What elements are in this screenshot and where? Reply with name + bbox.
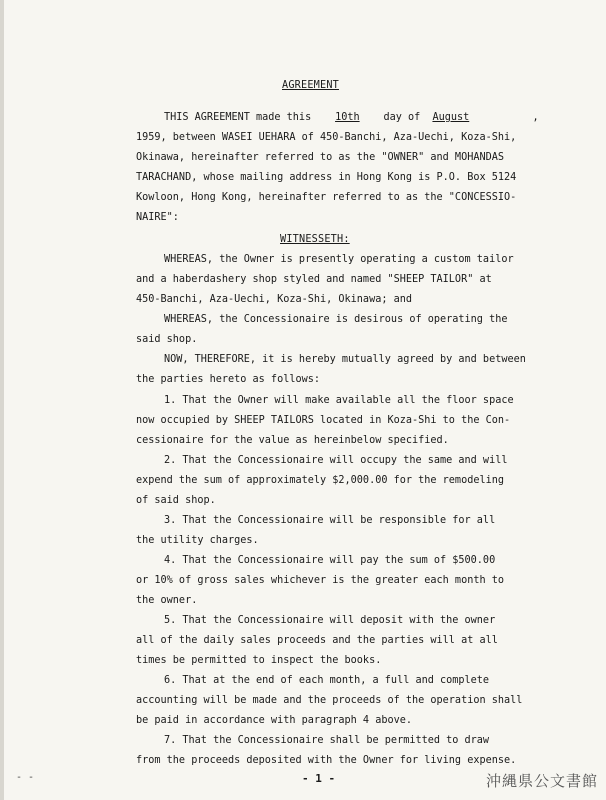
intro-day: 10th [335, 112, 360, 123]
clause-1-line-1: 1. That the Owner will make available all the floor space [164, 395, 514, 406]
recital-line-5: said shop. [136, 334, 198, 345]
clause-2-line-3: of said shop. [136, 495, 216, 506]
clause-5-line-2: all of the daily sales proceeds and the parties will at all [136, 635, 498, 646]
clause-2-line-2: expend the sum of approximately $2,000.00 for the remodeling [136, 475, 505, 486]
clause-7-line-1: 7. That the Concessionaire shall be permitted to draw [164, 735, 490, 746]
clause-6-line-1: 6. That at the end of each month, a full and complete [164, 675, 490, 686]
intro-prefix: THIS AGREEMENT made this [164, 112, 312, 123]
recital-line-6: NOW, THEREFORE, it is hereby mutually agreed by and between [164, 354, 526, 365]
clause-7-line-2: from the proceeds deposited with the Owner for living expense. [136, 755, 517, 766]
document-title: AGREEMENT [282, 80, 340, 91]
margin-mark: - - [16, 772, 35, 783]
clause-3-line-2: the utility charges. [136, 535, 259, 546]
clause-5-line-1: 5. That the Concessionaire will deposit with the owner [164, 615, 496, 626]
page-number: - 1 - [302, 772, 336, 785]
clause-5-line-3: times be permitted to inspect the books. [136, 655, 382, 666]
recital-line-7: the parties hereto as follows: [136, 374, 321, 385]
intro-line-6: NAIRE": [136, 212, 179, 223]
recital-line-4: WHEREAS, the Concessionaire is desirous of operating the [164, 314, 508, 325]
intro-month: August [432, 112, 470, 123]
clause-4-line-1: 4. That the Concessionaire will pay the sum of $500.00 [164, 555, 496, 566]
clause-4-line-2: or 10% of gross sales whichever is the greater each month to [136, 575, 505, 586]
intro-line-5: Kowloon, Hong Kong, hereinafter referred to as the "CONCESSIO- [136, 192, 517, 203]
clause-6-line-3: be paid in accordance with paragraph 4 above. [136, 715, 413, 726]
intro-line-2: 1959, between WASEI UEHARA of 450-Banchi, Aza-Uechi, Koza-Shi, [136, 132, 517, 143]
intro-mid: day of [383, 112, 421, 123]
clause-2-line-1: 2. That the Concessionaire will occupy the same and will [164, 455, 508, 466]
page-edge [0, 0, 4, 800]
recital-line-3: 450-Banchi, Aza-Uechi, Koza-Shi, Okinawa; and [136, 294, 413, 305]
recital-line-1: WHEREAS, the Owner is presently operating a custom tailor [164, 254, 514, 265]
archive-stamp: 沖縄県公文書館 [485, 772, 598, 790]
clause-1-line-3: cessionaire for the value as hereinbelow specified. [136, 435, 449, 446]
clause-1-line-2: now occupied by SHEEP TAILORS located in Koza-Shi to the Con- [136, 415, 511, 426]
clause-3-line-1: 3. That the Concessionaire will be responsible for all [164, 515, 496, 526]
intro-line-3: Okinawa, hereinafter referred to as the "OWNER" and MOHANDAS [136, 152, 505, 163]
intro-line-4: TARACHAND, whose mailing address in Hong Kong is P.O. Box 5124 [136, 172, 517, 183]
recital-line-2: and a haberdashery shop styled and named "SHEEP TAILOR" at [136, 274, 492, 285]
clause-4-line-3: the owner. [136, 595, 198, 606]
witnesseth-heading: WITNESSETH: [280, 234, 350, 245]
intro-line-1 [164, 112, 539, 123]
clause-6-line-2: accounting will be made and the proceeds of the operation shall [136, 695, 523, 706]
intro-comma: , [532, 112, 539, 123]
